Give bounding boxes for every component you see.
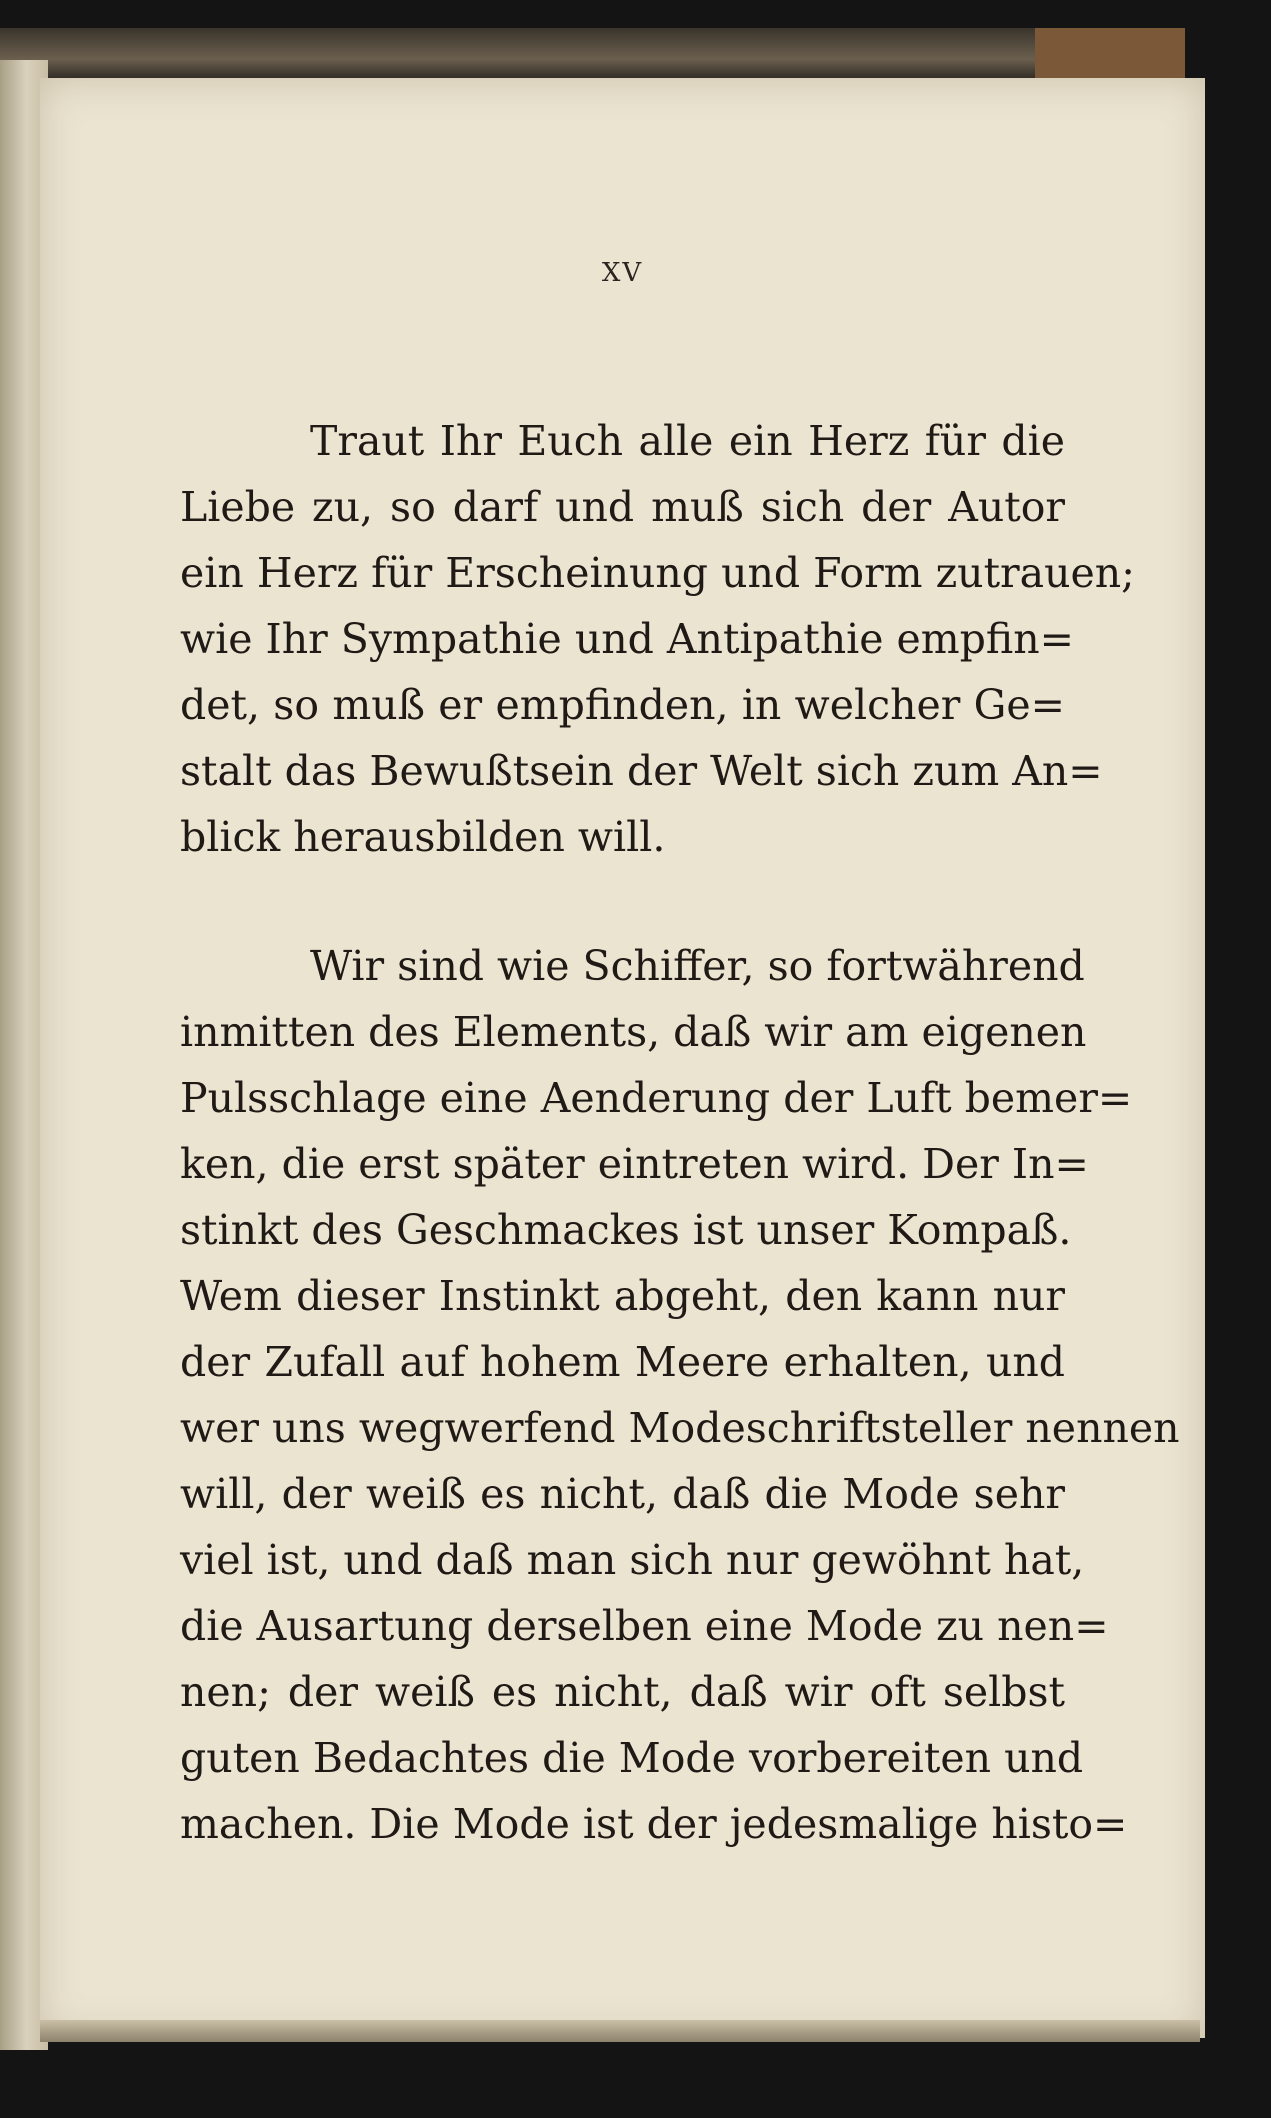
text-line: blick herausbilden will. bbox=[180, 813, 666, 861]
book-cover-corner bbox=[1035, 28, 1185, 80]
paragraph-2 bbox=[180, 933, 1180, 1857]
text-line: machen. Die Mode ist der jedesmalige histo= bbox=[180, 1800, 1128, 1848]
text-line: der Zufall auf hohem Meere erhalten, und bbox=[180, 1338, 1065, 1386]
text-line: will, der weiß es nicht, daß die Mode sehr bbox=[180, 1470, 1065, 1518]
text-line: wie Ihr Sympathie und Antipathie empfin= bbox=[180, 615, 1075, 663]
page-bottom-edge bbox=[40, 2020, 1200, 2042]
text-line: ein Herz für Erscheinung und Form zutrauen; bbox=[180, 549, 1135, 597]
text-line: Traut Ihr Euch alle ein Herz für die bbox=[310, 417, 1065, 465]
book-cover-top bbox=[0, 28, 1185, 80]
text-line: Wem dieser Instinkt abgeht, den kann nur bbox=[180, 1272, 1065, 1320]
book-page bbox=[40, 78, 1205, 2038]
text-line: viel ist, und daß man sich nur gewöhnt hat, bbox=[180, 1536, 1085, 1584]
text-line: ken, die erst später eintreten wird. Der In= bbox=[180, 1140, 1089, 1188]
text-line: Wir sind wie Schiffer, so fortwährend bbox=[310, 942, 1085, 990]
text-line: stinkt des Geschmackes ist unser Kompaß. bbox=[180, 1206, 1072, 1254]
text-line: Liebe zu, so darf und muß sich der Autor bbox=[180, 483, 1065, 531]
page-number: XV bbox=[601, 258, 644, 288]
text-line: die Ausartung derselben eine Mode zu nen= bbox=[180, 1602, 1109, 1650]
text-line: wer uns wegwerfend Modeschriftsteller nennen bbox=[180, 1404, 1180, 1452]
text-line: guten Bedachtes die Mode vorbereiten und bbox=[180, 1734, 1084, 1782]
text-line: det, so muß er empfinden, in welcher Ge= bbox=[180, 681, 1065, 729]
text-line: nen; der weiß es nicht, daß wir oft selbst bbox=[180, 1668, 1065, 1716]
text-line: Pulsschlage eine Aenderung der Luft bemer= bbox=[180, 1074, 1133, 1122]
paragraph-1 bbox=[180, 408, 1135, 870]
text-line: inmitten des Elements, daß wir am eigenen bbox=[180, 1008, 1087, 1056]
text-line: stalt das Bewußtsein der Welt sich zum An= bbox=[180, 747, 1103, 795]
